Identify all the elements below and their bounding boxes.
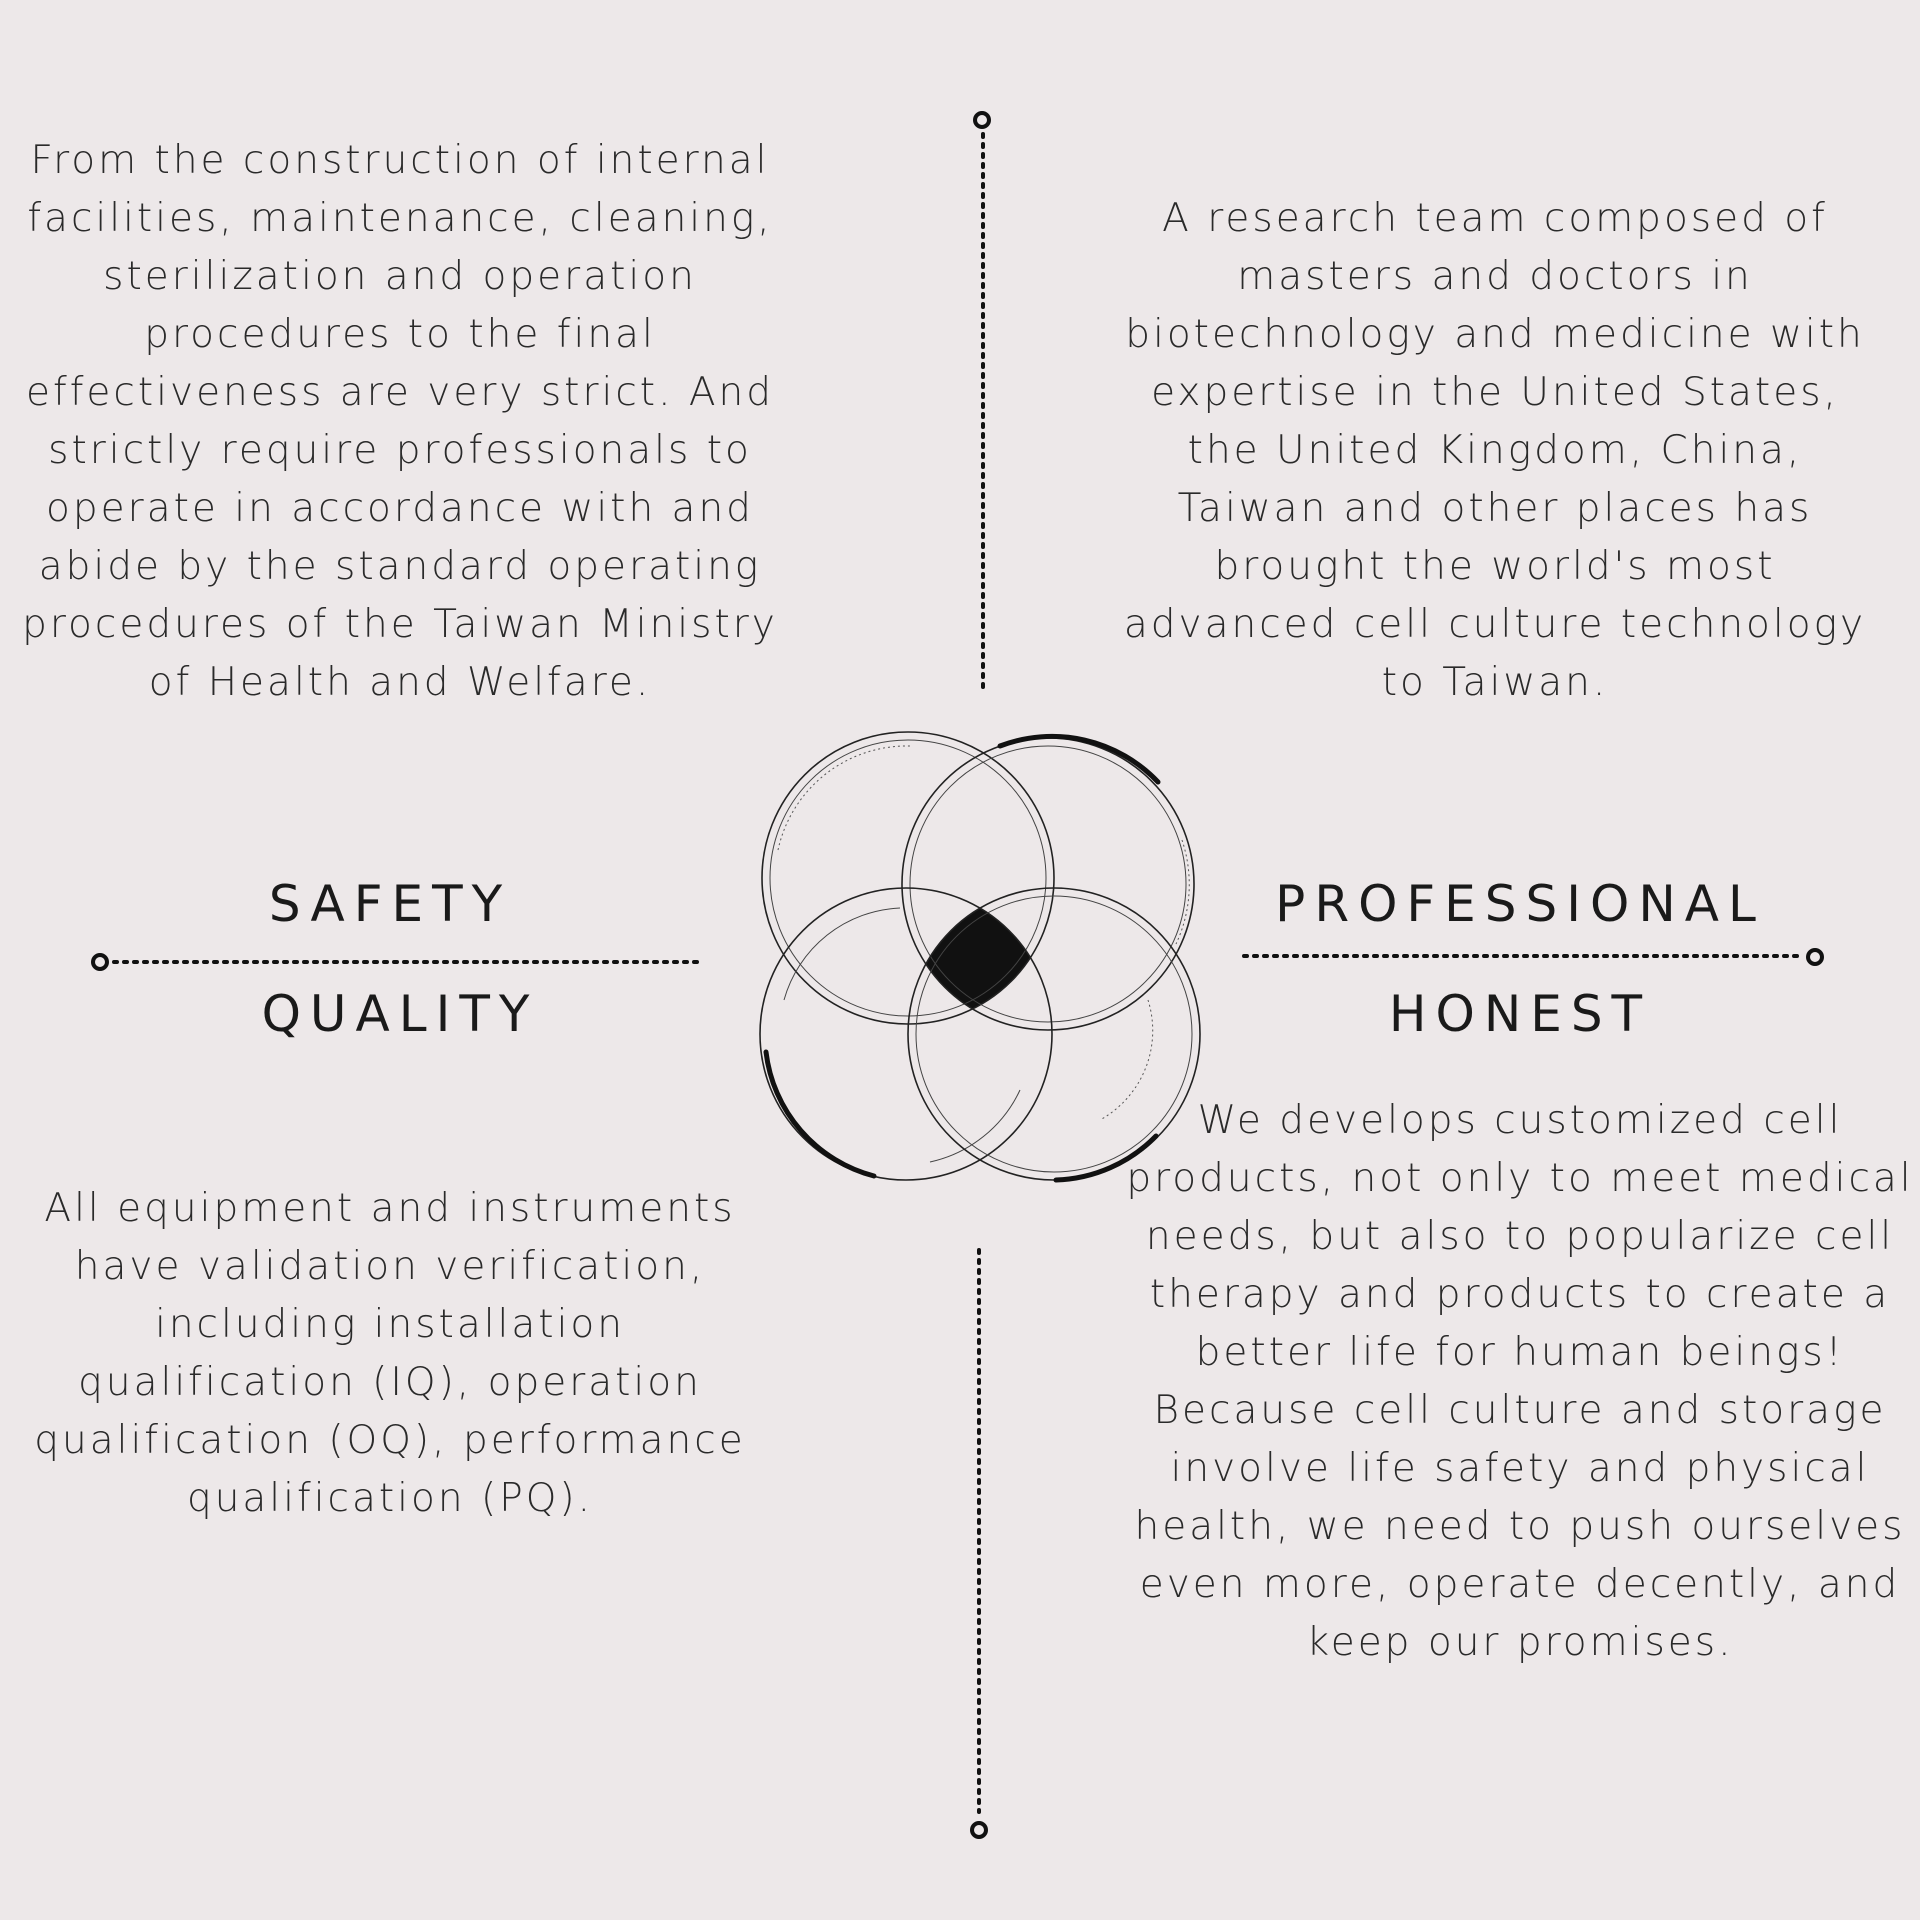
heading-quality: QUALITY	[261, 985, 539, 1043]
divider-left	[93, 955, 702, 969]
divider-right	[1244, 950, 1822, 964]
heading-safety: SAFETY	[268, 875, 512, 933]
quality-description: All equipment and instruments have validation verification, including installation qualification (IQ), operation qualification (OQ), performance qualification (PQ).	[34, 1186, 746, 1521]
heading-honest: HONEST	[1388, 985, 1652, 1043]
divider-top	[975, 113, 989, 692]
divider-bottom	[972, 1250, 986, 1837]
heading-professional: PROFESSIONAL	[1275, 875, 1765, 933]
four-circle-emblem-icon	[760, 732, 1200, 1180]
professional-description: A research team composed of masters and doctors in biotechnology and medicine with expertise in the United States, the United Kingdom, China, Taiwan and other places has brought the world's most advanced cell culture technology to Taiwan.	[1123, 196, 1867, 705]
honest-description: We develops customized cell products, not only to meet medical needs, but also to popularize cell therapy and products to create a better life for human beings! Because cell culture and storage involve life safety and physical health, we need to push ourselves even more, operate decently, and keep our promises.	[1126, 1098, 1914, 1665]
safety-description: From the construction of internal facilities, maintenance, cleaning, sterilization and operation procedures to the final effectiveness are very strict. And strictly require professionals to operate in accordance with and abide by the standard operating procedures of the Taiwan Ministry of Health and Welfare.	[22, 138, 778, 705]
